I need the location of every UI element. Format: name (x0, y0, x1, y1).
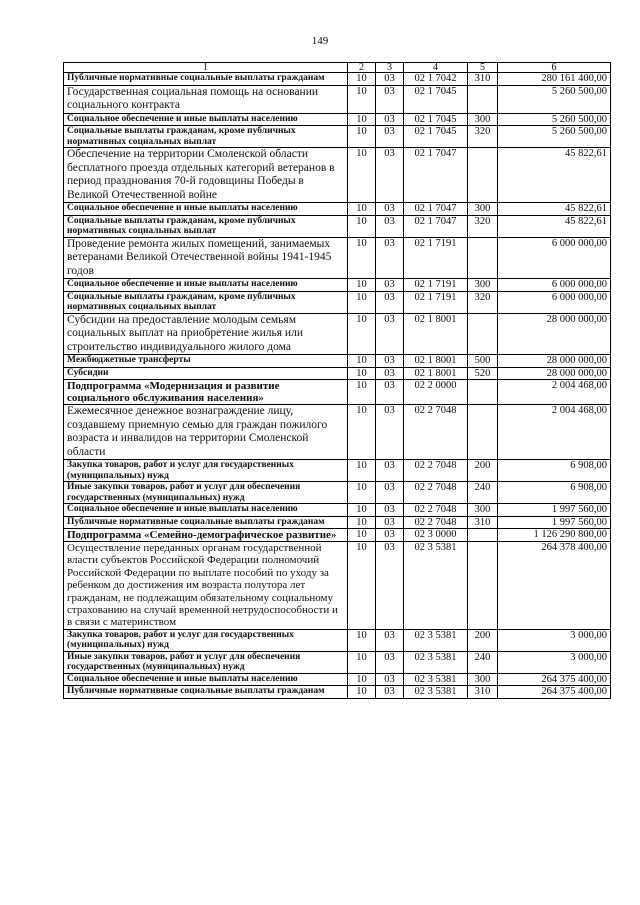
row-name-cell: Публичные нормативные социальные выплаты гражданам (64, 686, 348, 699)
subsection-code-cell: 03 (376, 367, 404, 380)
amount-cell: 45 822,61 (498, 148, 611, 203)
row-name-cell: Публичные нормативные социальные выплаты гражданам (64, 73, 348, 86)
table-row (64, 203, 611, 216)
subsection-code-cell: 03 (376, 279, 404, 292)
table-row (64, 460, 611, 482)
section-code-cell: 10 (348, 203, 376, 216)
target-article-cell: 02 2 7048 (404, 504, 468, 517)
target-article-cell: 02 2 7048 (404, 516, 468, 529)
table-row (64, 482, 611, 504)
expense-type-cell: 240 (468, 651, 498, 673)
subsection-code-cell: 03 (376, 651, 404, 673)
expense-type-cell (468, 85, 498, 113)
expense-type-cell: 200 (468, 629, 498, 651)
expense-type-cell: 310 (468, 686, 498, 699)
row-name-cell: Иные закупки товаров, работ и услуг для обеспечения государственных (муниципальных) нужд (64, 651, 348, 673)
section-code-cell: 10 (348, 516, 376, 529)
row-name-cell: Подпрограмма «Семейно-демографическое развитие» (64, 529, 348, 542)
amount-cell: 1 997 560,00 (498, 504, 611, 517)
target-article-cell: 02 1 7045 (404, 113, 468, 126)
expense-type-cell: 240 (468, 482, 498, 504)
expense-type-cell: 300 (468, 673, 498, 686)
target-article-cell: 02 3 5381 (404, 651, 468, 673)
budget-table (63, 62, 611, 699)
subsection-code-cell: 03 (376, 355, 404, 368)
expense-type-cell (468, 529, 498, 542)
row-name-cell: Социальное обеспечение и иные выплаты населению (64, 504, 348, 517)
table-row (64, 215, 611, 237)
subsection-code-cell: 03 (376, 113, 404, 126)
table-row (64, 673, 611, 686)
row-name-cell: Осуществление переданных органам государственной власти субъектов Российской Федерации полномочий Российской Федерации по выплате пособий по уходу за ребенком до достижения им возраста полутора лет гражданам, не подлежащим обязательному социальному страхованию на случай временной нетрудоспособности и в связи с материнством (64, 542, 348, 630)
table-row (64, 237, 611, 279)
target-article-cell: 02 1 7191 (404, 291, 468, 313)
column-header: 3 (376, 63, 404, 73)
section-code-cell: 10 (348, 279, 376, 292)
page-number: 149 (311, 35, 329, 47)
table-row (64, 504, 611, 517)
amount-cell: 264 375 400,00 (498, 686, 611, 699)
target-article-cell: 02 2 7048 (404, 482, 468, 504)
subsection-code-cell: 03 (376, 542, 404, 630)
column-header: 1 (64, 63, 348, 73)
expense-type-cell: 310 (468, 73, 498, 86)
amount-cell: 28 000 000,00 (498, 355, 611, 368)
section-code-cell: 10 (348, 529, 376, 542)
row-name-cell: Обеспечение на территории Смоленской области бесплатного проезда отдельных категорий ветеранов в период празднования 70-й годовщины Победы в Великой Отечественной войне (64, 148, 348, 203)
target-article-cell: 02 3 5381 (404, 542, 468, 630)
section-code-cell: 10 (348, 504, 376, 517)
amount-cell: 45 822,61 (498, 215, 611, 237)
amount-cell: 6 908,00 (498, 460, 611, 482)
table-row (64, 313, 611, 355)
subsection-code-cell: 03 (376, 405, 404, 460)
table-row (64, 529, 611, 542)
table-header-row (64, 63, 611, 73)
section-code-cell: 10 (348, 73, 376, 86)
expense-type-cell: 300 (468, 113, 498, 126)
section-code-cell: 10 (348, 405, 376, 460)
column-header: 4 (404, 63, 468, 73)
target-article-cell: 02 1 8001 (404, 355, 468, 368)
subsection-code-cell: 03 (376, 291, 404, 313)
subsection-code-cell: 03 (376, 85, 404, 113)
subsection-code-cell: 03 (376, 215, 404, 237)
amount-cell: 5 260 500,00 (498, 126, 611, 148)
subsection-code-cell: 03 (376, 237, 404, 279)
target-article-cell: 02 2 7048 (404, 460, 468, 482)
section-code-cell: 10 (348, 148, 376, 203)
target-article-cell: 02 1 7042 (404, 73, 468, 86)
target-article-cell: 02 1 7047 (404, 148, 468, 203)
section-code-cell: 10 (348, 651, 376, 673)
column-header: 2 (348, 63, 376, 73)
row-name-cell: Подпрограмма «Модернизация и развитие социального обслуживания населения» (64, 380, 348, 405)
target-article-cell: 02 1 8001 (404, 313, 468, 355)
subsection-code-cell: 03 (376, 673, 404, 686)
section-code-cell: 10 (348, 673, 376, 686)
subsection-code-cell: 03 (376, 203, 404, 216)
section-code-cell: 10 (348, 215, 376, 237)
table-body (64, 73, 611, 699)
amount-cell: 45 822,61 (498, 203, 611, 216)
table-row (64, 126, 611, 148)
row-name-cell: Социальное обеспечение и иные выплаты населению (64, 203, 348, 216)
expense-type-cell (468, 542, 498, 630)
amount-cell: 2 004 468,00 (498, 405, 611, 460)
table-row (64, 85, 611, 113)
target-article-cell: 02 2 0000 (404, 380, 468, 405)
section-code-cell: 10 (348, 126, 376, 148)
section-code-cell: 10 (348, 460, 376, 482)
target-article-cell: 02 1 7045 (404, 126, 468, 148)
column-header: 5 (468, 63, 498, 73)
table-row (64, 405, 611, 460)
target-article-cell: 02 1 7191 (404, 279, 468, 292)
row-name-cell: Государственная социальная помощь на основании социального контракта (64, 85, 348, 113)
table-row (64, 148, 611, 203)
table-row (64, 516, 611, 529)
expense-type-cell (468, 237, 498, 279)
row-name-cell: Межбюджетные трансферты (64, 355, 348, 368)
subsection-code-cell: 03 (376, 482, 404, 504)
row-name-cell: Закупка товаров, работ и услуг для государственных (муниципальных) нужд (64, 629, 348, 651)
row-name-cell: Социальное обеспечение и иные выплаты населению (64, 113, 348, 126)
section-code-cell: 10 (348, 542, 376, 630)
section-code-cell: 10 (348, 313, 376, 355)
expense-type-cell: 320 (468, 126, 498, 148)
target-article-cell: 02 2 7048 (404, 405, 468, 460)
table-row (64, 113, 611, 126)
table-row (64, 686, 611, 699)
amount-cell: 6 908,00 (498, 482, 611, 504)
amount-cell: 3 000,00 (498, 629, 611, 651)
expense-type-cell: 520 (468, 367, 498, 380)
row-name-cell: Публичные нормативные социальные выплаты гражданам (64, 516, 348, 529)
row-name-cell: Субсидии на предоставление молодым семьям социальных выплат на приобретение жилья или строительство индивидуального жилого дома (64, 313, 348, 355)
subsection-code-cell: 03 (376, 516, 404, 529)
subsection-code-cell: 03 (376, 380, 404, 405)
target-article-cell: 02 3 5381 (404, 629, 468, 651)
row-name-cell: Проведение ремонта жилых помещений, занимаемых ветеранами Великой Отечественной войны 1941-1945 годов (64, 237, 348, 279)
amount-cell: 6 000 000,00 (498, 279, 611, 292)
expense-type-cell (468, 380, 498, 405)
expense-type-cell: 300 (468, 279, 498, 292)
table-row (64, 629, 611, 651)
section-code-cell: 10 (348, 367, 376, 380)
section-code-cell: 10 (348, 291, 376, 313)
subsection-code-cell: 03 (376, 629, 404, 651)
table-row (64, 651, 611, 673)
section-code-cell: 10 (348, 113, 376, 126)
section-code-cell: 10 (348, 686, 376, 699)
expense-type-cell: 320 (468, 291, 498, 313)
amount-cell: 280 161 400,00 (498, 73, 611, 86)
row-name-cell: Субсидии (64, 367, 348, 380)
target-article-cell: 02 3 5381 (404, 673, 468, 686)
row-name-cell: Социальное обеспечение и иные выплаты населению (64, 279, 348, 292)
expense-type-cell (468, 313, 498, 355)
amount-cell: 3 000,00 (498, 651, 611, 673)
amount-cell: 1 997 560,00 (498, 516, 611, 529)
amount-cell: 6 000 000,00 (498, 291, 611, 313)
expense-type-cell: 500 (468, 355, 498, 368)
table-row (64, 367, 611, 380)
section-code-cell: 10 (348, 237, 376, 279)
subsection-code-cell: 03 (376, 148, 404, 203)
section-code-cell: 10 (348, 380, 376, 405)
amount-cell: 28 000 000,00 (498, 313, 611, 355)
expense-type-cell: 300 (468, 504, 498, 517)
section-code-cell: 10 (348, 482, 376, 504)
table-row (64, 291, 611, 313)
target-article-cell: 02 1 7191 (404, 237, 468, 279)
subsection-code-cell: 03 (376, 686, 404, 699)
amount-cell: 1 126 290 800,00 (498, 529, 611, 542)
target-article-cell: 02 1 8001 (404, 367, 468, 380)
subsection-code-cell: 03 (376, 313, 404, 355)
expense-type-cell (468, 405, 498, 460)
subsection-code-cell: 03 (376, 460, 404, 482)
expense-type-cell: 300 (468, 203, 498, 216)
amount-cell: 6 000 000,00 (498, 237, 611, 279)
expense-type-cell: 200 (468, 460, 498, 482)
target-article-cell: 02 1 7047 (404, 215, 468, 237)
amount-cell: 5 260 500,00 (498, 85, 611, 113)
expense-type-cell (468, 148, 498, 203)
section-code-cell: 10 (348, 355, 376, 368)
target-article-cell: 02 3 5381 (404, 686, 468, 699)
row-name-cell: Социальные выплаты гражданам, кроме публичных нормативных социальных выплат (64, 215, 348, 237)
section-code-cell: 10 (348, 85, 376, 113)
amount-cell: 264 378 400,00 (498, 542, 611, 630)
amount-cell: 5 260 500,00 (498, 113, 611, 126)
target-article-cell: 02 1 7045 (404, 85, 468, 113)
expense-type-cell: 310 (468, 516, 498, 529)
target-article-cell: 02 3 0000 (404, 529, 468, 542)
table-row (64, 380, 611, 405)
row-name-cell: Социальные выплаты гражданам, кроме публичных нормативных социальных выплат (64, 291, 348, 313)
subsection-code-cell: 03 (376, 504, 404, 517)
amount-cell: 264 375 400,00 (498, 673, 611, 686)
table-row (64, 73, 611, 86)
section-code-cell: 10 (348, 629, 376, 651)
row-name-cell: Социальное обеспечение и иные выплаты населению (64, 673, 348, 686)
expense-type-cell: 320 (468, 215, 498, 237)
row-name-cell: Ежемесячное денежное вознаграждение лицу, создавшему приемную семью для граждан пожилого возраста и инвалидов на территории Смоленской области (64, 405, 348, 460)
row-name-cell: Социальные выплаты гражданам, кроме публичных нормативных социальных выплат (64, 126, 348, 148)
amount-cell: 28 000 000,00 (498, 367, 611, 380)
target-article-cell: 02 1 7047 (404, 203, 468, 216)
column-header: 6 (498, 63, 611, 73)
amount-cell: 2 004 468,00 (498, 380, 611, 405)
subsection-code-cell: 03 (376, 73, 404, 86)
table-row (64, 542, 611, 630)
subsection-code-cell: 03 (376, 529, 404, 542)
row-name-cell: Закупка товаров, работ и услуг для государственных (муниципальных) нужд (64, 460, 348, 482)
row-name-cell: Иные закупки товаров, работ и услуг для обеспечения государственных (муниципальных) нужд (64, 482, 348, 504)
table-row (64, 355, 611, 368)
table-row (64, 279, 611, 292)
subsection-code-cell: 03 (376, 126, 404, 148)
